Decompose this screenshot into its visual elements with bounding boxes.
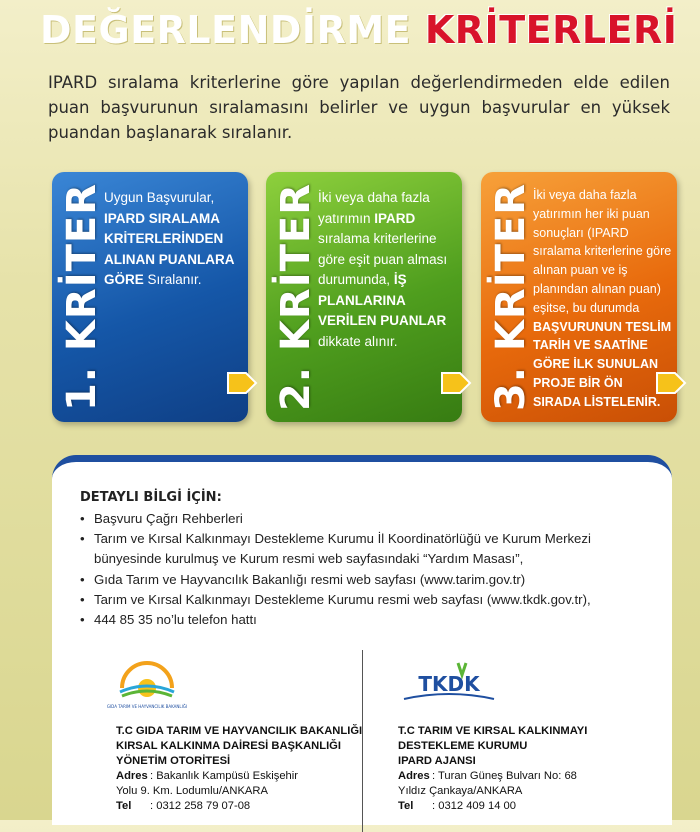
org-name-line: YÖNETİM OTORİTESİ xyxy=(116,755,231,767)
criterion-2-text xyxy=(318,188,458,352)
phone-number: : 0312 258 79 07-08 xyxy=(150,800,251,812)
criterion-text-segment: Sıralanır. xyxy=(143,272,202,287)
org-name-line: T.C TARIM VE KIRSAL KALKINMAYI xyxy=(398,725,588,737)
arrow-right-icon xyxy=(657,370,687,396)
org-name-line: KIRSAL KALKINMA DAİRESİ BAŞKANLIĞI xyxy=(116,740,341,752)
address-line: : Turan Güneş Bulvarı No: 68 xyxy=(432,770,577,782)
intro-paragraph: IPARD sıralama kriterlerine göre yapılan değerlendirmeden elde edilen puan başvurunun sıralamasını belirler ve uygun başvurular en yüksek puandan başlanarak sıralanır. xyxy=(48,73,670,142)
criterion-text-segment: IPARD SIRALAMA KRİTERLERİNDEN ALINAN PUANLARA GÖRE xyxy=(104,210,234,287)
criterion-3-text xyxy=(533,186,673,412)
list-item: • Başvuru Çağrı Rehberleri xyxy=(80,509,660,529)
phone-label: Tel xyxy=(116,800,132,812)
criterion-text-segment: IPARD xyxy=(374,210,416,226)
list-item: • Gıda Tarım ve Hayvancılık Bakanlığı resmi web sayfası (www.tarim.gov.tr) xyxy=(80,570,660,590)
criterion-2-label: 2. KRİTER xyxy=(273,182,320,412)
criterion-text-segment: Uygun Başvurular, xyxy=(104,190,215,205)
ministry-logo-caption: GIDA TARIM VE HAYVANCILIK BAKANLIĞI xyxy=(106,704,188,709)
criterion-3-label: 3. KRİTER xyxy=(488,182,535,412)
criterion-text-segment: dikkate alınır. xyxy=(318,333,398,349)
list-item: • Tarım ve Kırsal Kalkınmayı Destekleme Kurumu İl Koordinatörlüğü ve Kurum Merkezi bünyesinde kurulmuş ve Kurum resmi web sayfasındaki “Yardım Masası”, xyxy=(80,529,660,569)
org-name-line: T.C GIDA TARIM VE HAYVANCILIK BAKANLIĞI xyxy=(116,725,363,737)
criterion-text-segment: BAŞVURUNUN TESLİM TARİH VE SAATİNE GÖRE İLK SUNULAN PROJE BİR ÖN SIRADA LİSTELENİR. xyxy=(533,319,672,409)
list-item: • 444 85 35 no’lu telefon hattı xyxy=(80,610,660,630)
title-part1: DEĞERLENDİRME xyxy=(40,8,412,52)
tkdk-logo xyxy=(394,657,504,707)
org-name-line: DESTEKLEME KURUMU xyxy=(398,740,528,752)
address-label: Adres xyxy=(116,770,148,782)
org-name-line: IPARD AJANSI xyxy=(398,755,476,767)
address-line: : Bakanlık Kampüsü Eskişehir xyxy=(150,770,298,782)
address-line: Yıldız Çankaya/ANKARA xyxy=(398,785,523,797)
criterion-1-text xyxy=(104,188,244,291)
phone-label: Tel xyxy=(398,800,414,812)
info-panel xyxy=(52,455,672,825)
tkdk-logo-text: TKDK xyxy=(418,672,480,696)
list-item: • Tarım ve Kırsal Kalkınmayı Destekleme Kurumu resmi web sayfası (www.tkdk.gov.tr), xyxy=(80,590,660,610)
page-title xyxy=(40,8,680,52)
info-list xyxy=(80,509,660,630)
criterion-text-segment: sıralama kriterlerine göre eşit puan alması durumunda, xyxy=(318,231,448,287)
tkdk-contact xyxy=(398,724,678,814)
criterion-card-1 xyxy=(52,172,248,422)
arrow-right-icon xyxy=(442,370,472,396)
criterion-card-2 xyxy=(266,172,462,422)
address-line: Yolu 9. Km. Lodumlu/ANKARA xyxy=(116,785,268,797)
ministry-contact xyxy=(116,724,396,814)
phone-number: : 0312 409 14 00 xyxy=(432,800,516,812)
arrow-right-icon xyxy=(228,370,258,396)
criterion-1-label: 1. KRİTER xyxy=(59,182,106,412)
criterion-text-segment: İki veya daha fazla yatırımın xyxy=(318,190,430,226)
criterion-text-segment: İŞ PLANLARINA VERİLEN PUANLAR xyxy=(318,272,447,328)
info-heading: DETAYLI BİLGİ İÇİN: xyxy=(80,490,222,505)
criterion-text-segment: İki veya daha fazla yatırımın her iki puan sonuçları (IPARD sıralama kriterlerine göre alınan puan ve iş planından alınan puan) eşitse, bu durumda xyxy=(533,188,672,315)
criterion-card-3 xyxy=(481,172,677,422)
address-label: Adres xyxy=(398,770,430,782)
title-part2: KRİTERLERİ xyxy=(424,8,678,52)
ministry-logo xyxy=(106,652,188,712)
